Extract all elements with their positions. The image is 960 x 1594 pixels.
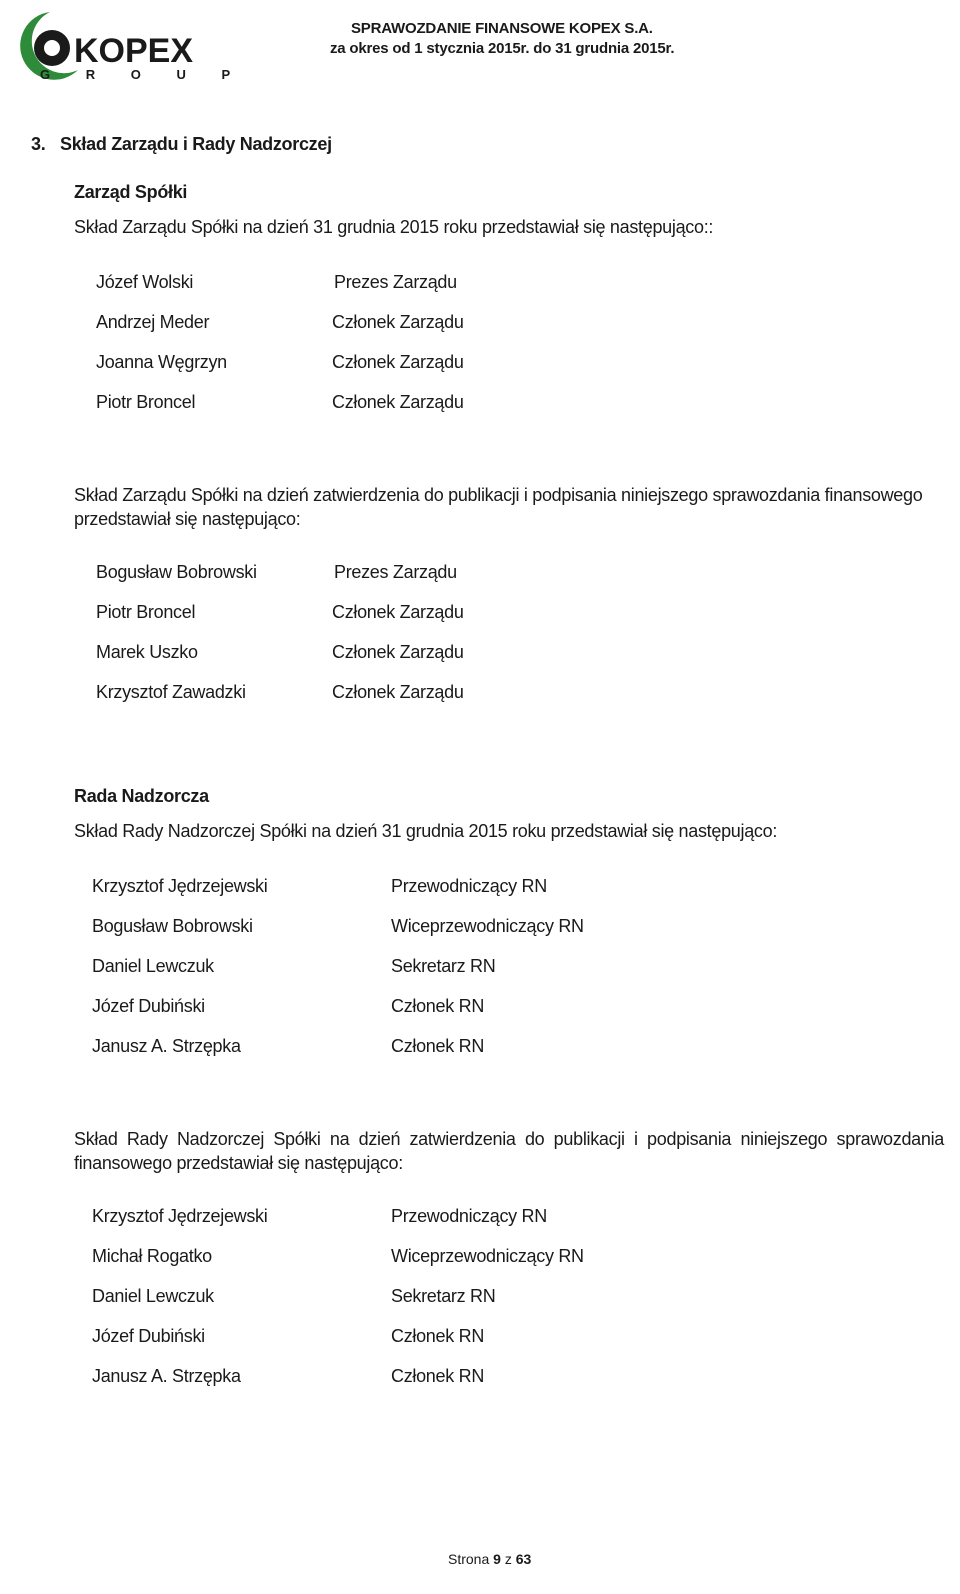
member-name: Janusz A. Strzępka (92, 1036, 241, 1056)
list-item (92, 1366, 652, 1390)
member-role: Sekretarz RN (391, 956, 496, 976)
member-role: Wiceprzewodniczący RN (391, 916, 584, 936)
council-members-list-1 (92, 876, 652, 1066)
page-label: Strona (448, 1551, 490, 1567)
member-role: Członek Zarządu (332, 312, 464, 332)
member-role: Prezes Zarządu (334, 272, 457, 292)
list-item (92, 956, 652, 980)
list-item (92, 1246, 652, 1270)
list-item (92, 1206, 652, 1230)
board-members-list-1 (96, 272, 596, 422)
member-name: Józef Dubiński (92, 996, 205, 1016)
list-item (96, 562, 596, 586)
member-name: Daniel Lewczuk (92, 1286, 214, 1306)
list-item (96, 682, 596, 706)
member-name: Marek Uszko (96, 642, 198, 662)
header-period: za okres od 1 stycznia 2015r. do 31 grudnia 2015r. (330, 40, 675, 57)
list-item (96, 312, 596, 336)
council-heading: Rada Nadzorcza (74, 786, 209, 806)
page-current: 9 (493, 1551, 501, 1567)
member-name: Krzysztof Zawadzki (96, 682, 246, 702)
member-name: Daniel Lewczuk (92, 956, 214, 976)
board-intro-1: Skład Zarządu Spółki na dzień 31 grudnia 2015 roku przedstawiał się następująco:: (74, 217, 714, 237)
member-role: Członek Zarządu (332, 602, 464, 622)
logo-text: KOPEX (74, 32, 194, 70)
list-item (96, 602, 596, 626)
section-number: 3. (31, 134, 46, 154)
member-name: Michał Rogatko (92, 1246, 212, 1266)
list-item (96, 642, 596, 666)
board-members-list-2 (96, 562, 596, 712)
section-title: Skład Zarządu i Rady Nadzorczej (60, 134, 332, 154)
page-total: 63 (515, 1551, 532, 1567)
member-role: Przewodniczący RN (391, 876, 547, 896)
member-role: Wiceprzewodniczący RN (391, 1246, 584, 1266)
kopex-group-logo (10, 8, 247, 82)
page-sep: z (504, 1551, 512, 1567)
list-item (96, 272, 596, 296)
council-members-list-2 (92, 1206, 652, 1396)
member-name: Józef Dubiński (92, 1326, 205, 1346)
list-item (92, 1286, 652, 1310)
list-item (92, 1036, 652, 1060)
header-title: SPRAWOZDANIE FINANSOWE KOPEX S.A. (351, 20, 653, 37)
member-role: Członek Zarządu (332, 682, 464, 702)
list-item (92, 916, 652, 940)
member-role: Członek RN (391, 996, 485, 1016)
member-name: Bogusław Bobrowski (96, 562, 257, 582)
member-role: Sekretarz RN (391, 1286, 496, 1306)
member-name: Krzysztof Jędrzejewski (92, 876, 268, 896)
member-name: Andrzej Meder (96, 312, 210, 332)
member-role: Członek Zarządu (332, 642, 464, 662)
member-name: Bogusław Bobrowski (92, 916, 253, 936)
member-role: Członek Zarządu (332, 352, 464, 372)
board-intro-2: Skład Zarządu Spółki na dzień zatwierdzenia do publikacji i podpisania niniejszego sprawozdania finansowego przedstawiał się następująco: (74, 485, 923, 529)
member-name: Piotr Broncel (96, 392, 196, 412)
member-name: Janusz A. Strzępka (92, 1366, 241, 1386)
member-name: Krzysztof Jędrzejewski (92, 1206, 268, 1226)
member-role: Przewodniczący RN (391, 1206, 547, 1226)
member-role: Prezes Zarządu (334, 562, 457, 582)
list-item (96, 392, 596, 416)
logo-subtext: G R O U P (40, 67, 247, 82)
list-item (92, 996, 652, 1020)
member-role: Członek RN (391, 1366, 485, 1386)
member-role: Członek Zarządu (332, 392, 464, 412)
page-number (448, 1551, 531, 1567)
board-heading: Zarząd Spółki (74, 182, 188, 202)
list-item (92, 876, 652, 900)
member-name: Piotr Broncel (96, 602, 196, 622)
council-intro-1: Skład Rady Nadzorczej Spółki na dzień 31 grudnia 2015 roku przedstawiał się następująco: (74, 821, 778, 841)
council-intro-2: Skład Rady Nadzorczej Spółki na dzień zatwierdzenia do publikacji i podpisania niniejszego sprawozdania finansowego przedstawiał się następująco: (74, 1129, 944, 1173)
member-role: Członek RN (391, 1326, 485, 1346)
list-item (92, 1326, 652, 1350)
list-item (96, 352, 596, 376)
member-name: Józef Wolski (96, 272, 194, 292)
member-name: Joanna Węgrzyn (96, 352, 227, 372)
member-role: Członek RN (391, 1036, 485, 1056)
